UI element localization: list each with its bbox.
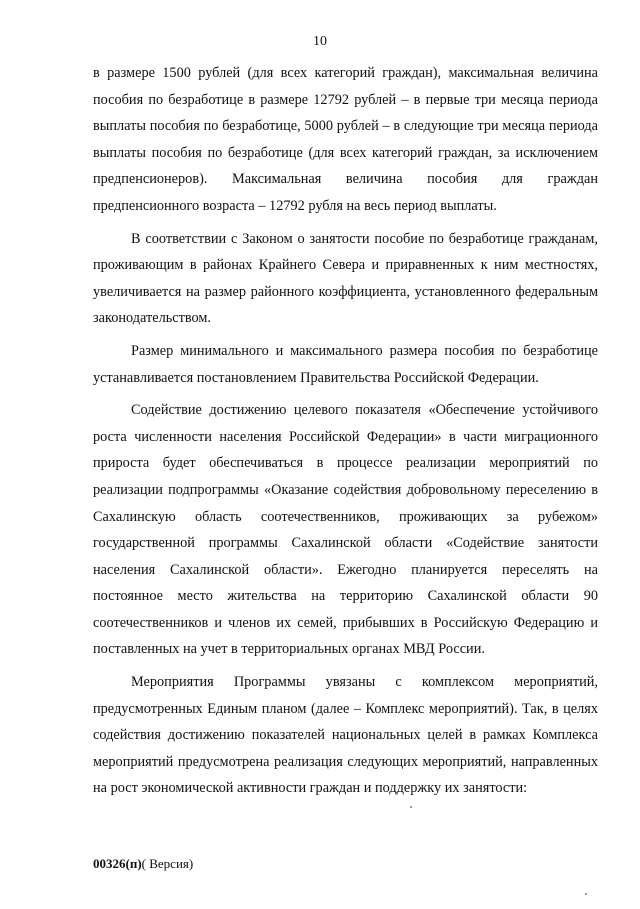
body-text bbox=[93, 60, 598, 802]
paragraph-program-activities: Мероприятия Программы увязаны с комплексом мероприятий, предусмотренных Единым планом (далее – Комплекс мероприятий). Так, в целях содействия достижению показателей национальных целей в рамках Комплекса мероприятий предусмотрена реализация следующих мероприятий, направленных на рост экономической активности граждан и поддержку их занятости: bbox=[93, 674, 598, 797]
document-code: 00326(п) bbox=[93, 856, 142, 871]
paragraph-benefit-size: Размер минимального и максимального размера пособия по безработице устанавливается постановлением Правительства Российской Федерации. bbox=[93, 342, 598, 386]
scan-speck bbox=[585, 893, 587, 895]
paragraph-employment-law: В соответствии с Законом о занятости пособие по безработице гражданам, проживающим в районах Крайнего Севера и приравненных к ним местностях, увеличивается на размер районного коэффициента, установленного федеральным законодательством. bbox=[93, 230, 598, 327]
scan-speck bbox=[410, 806, 412, 808]
page-number: 10 bbox=[313, 34, 327, 49]
paragraph-continuation: в размере 1500 рублей (для всех категорий граждан), максимальная величина пособия по безработице в размере 12792 рублей – в первые три месяца периода выплаты пособия по безработице, 5000 рублей – в следующие три месяца периода выплаты пособия по безработице (для всех категорий граждан, за исключением предпенсионеров). Максимальная величина пособия для граждан предпенсионного возраста – 12792 рубля на весь период выплаты. bbox=[93, 65, 598, 214]
footer-document-code bbox=[93, 856, 193, 872]
version-label: ( Версия) bbox=[141, 856, 194, 871]
paragraph-population-growth: Содействие достижению целевого показателя «Обеспечение устойчивого роста численности населения Российской Федерации» в части миграционного прироста будет обеспечиваться в процессе реализации мероприятий по реализации подпрограммы «Оказание содействия добровольному переселению в Сахалинскую область соотечественников, проживающих за рубежом» государственной программы Сахалинской области «Содействие занятости населения Сахалинской области». Ежегодно планируется переселять на постоянное место жительства на территорию Сахалинской области 90 соотечественников и членов их семей, прибывших в Российскую Федерацию и поставленных на учет в территориальных органах МВД России. bbox=[93, 402, 598, 658]
